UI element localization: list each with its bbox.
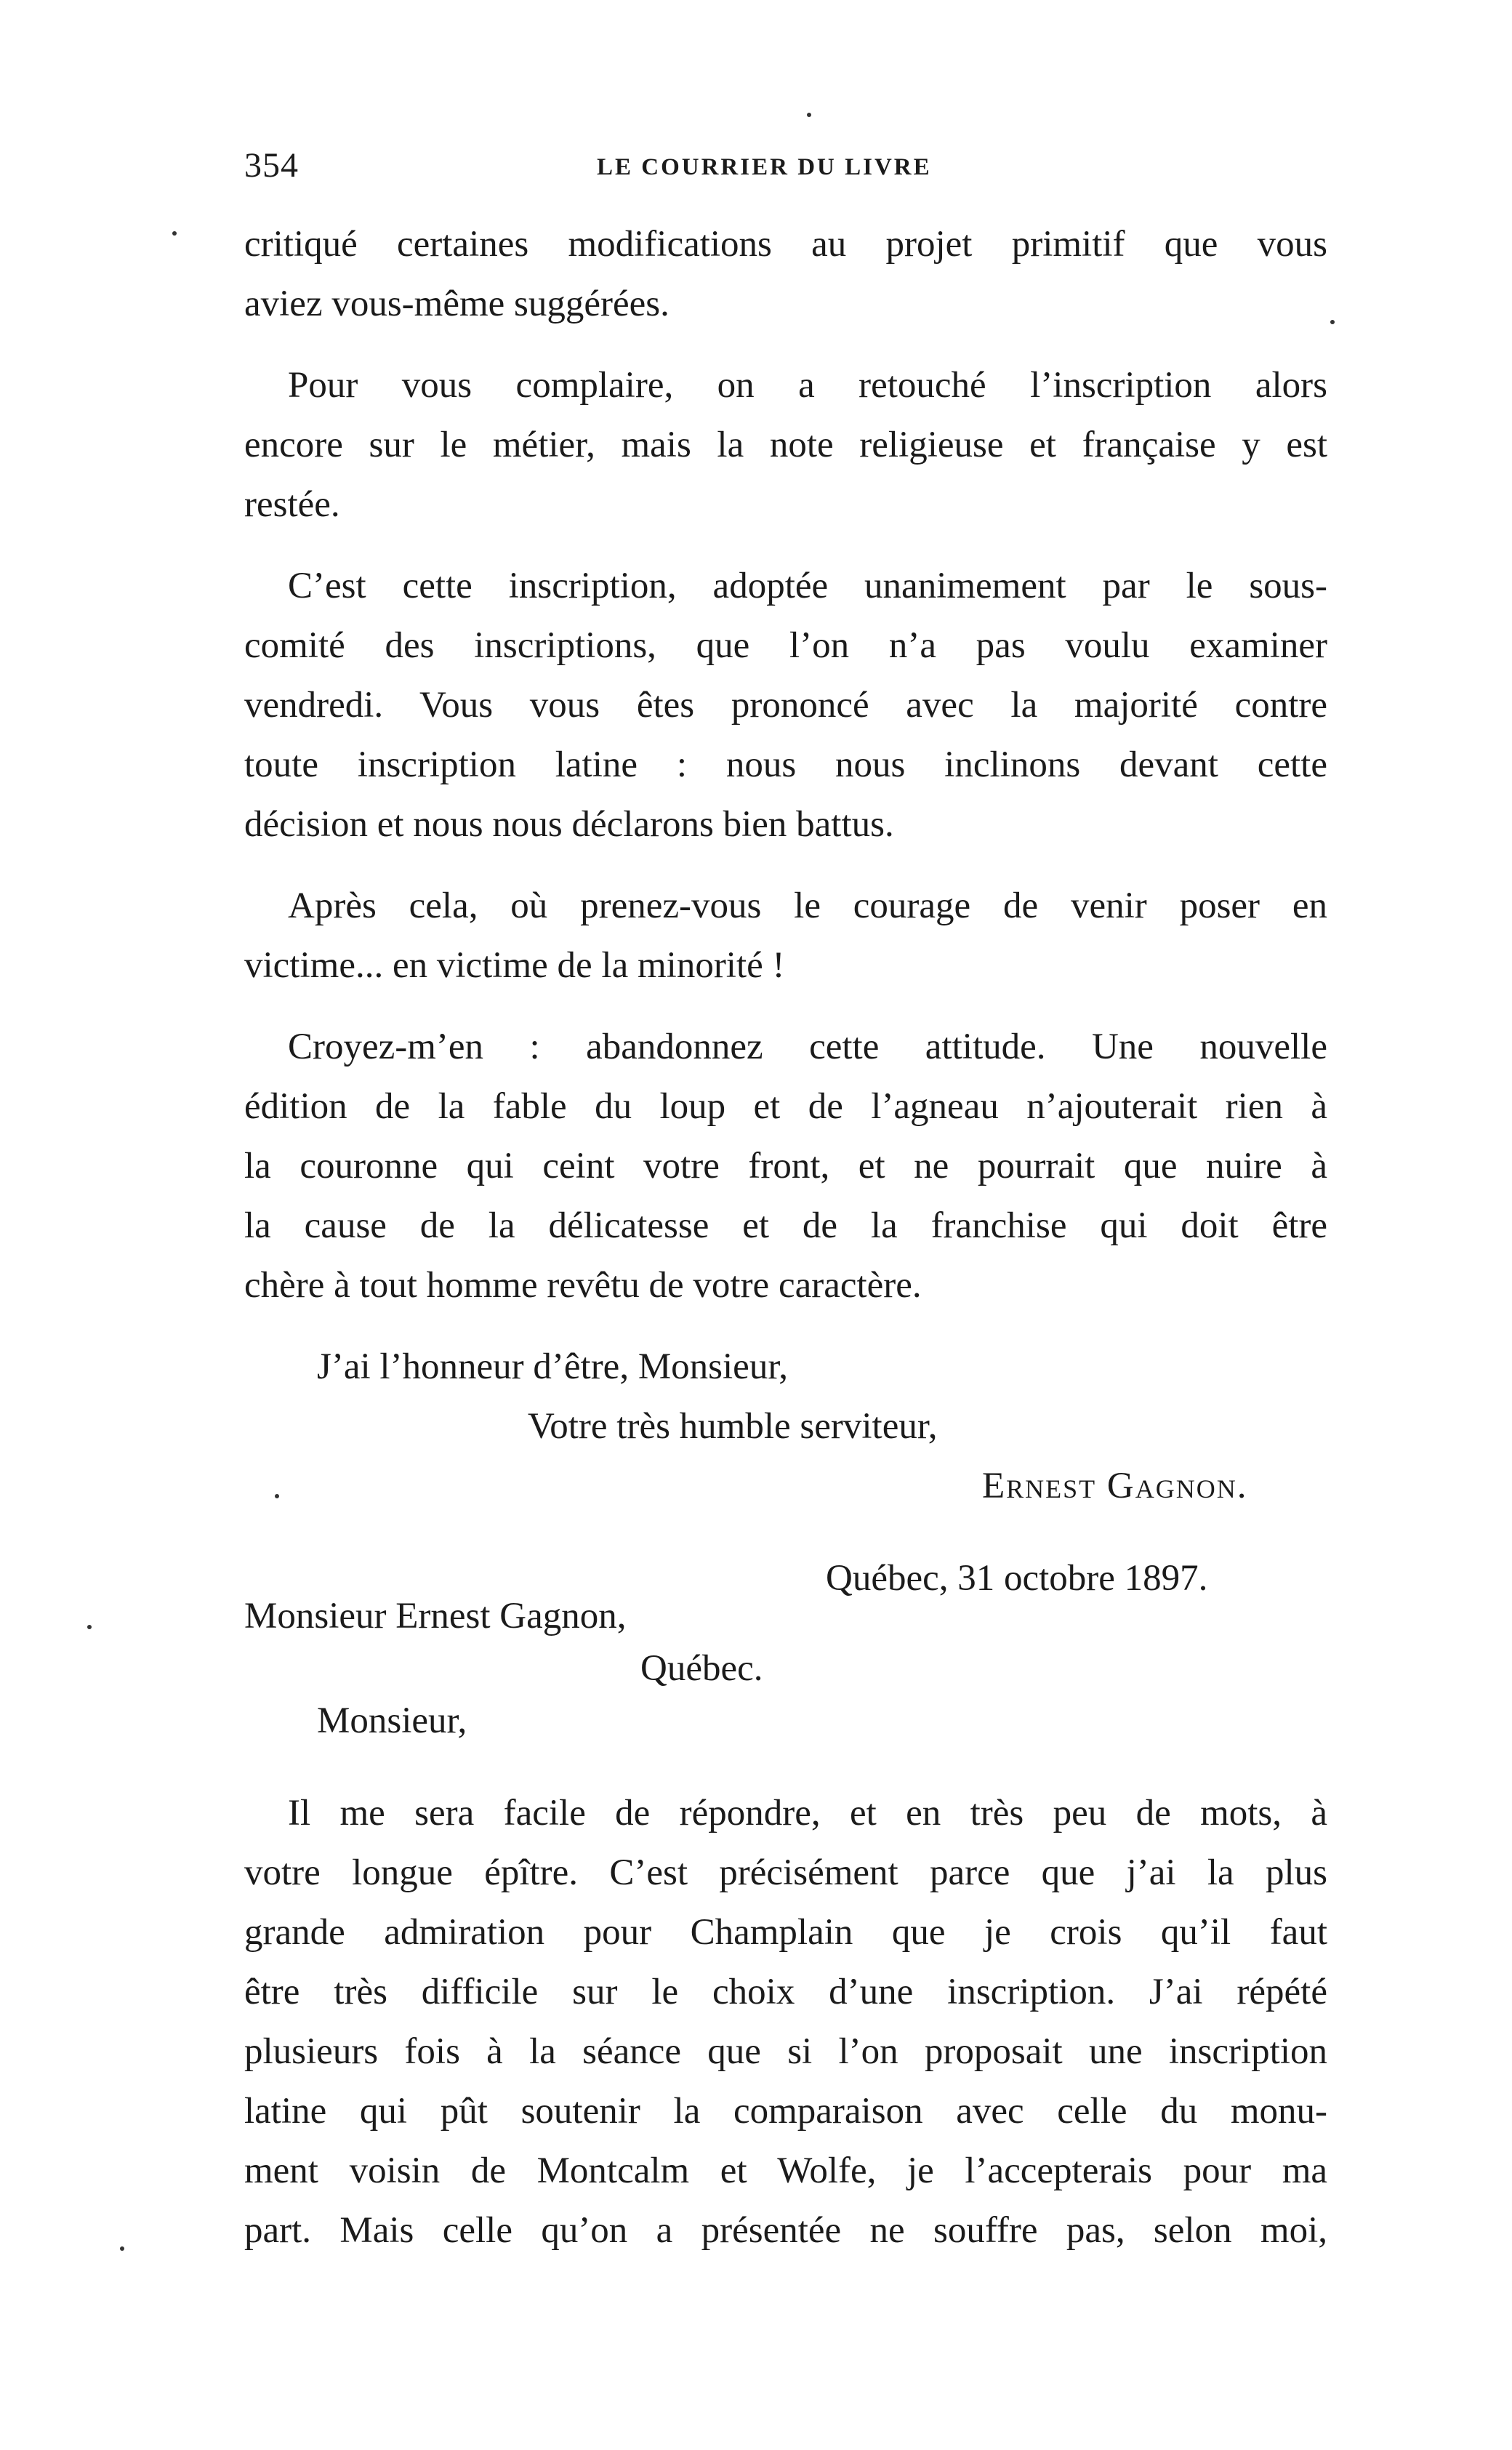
print-speck (275, 1494, 279, 1498)
text-line: grande admiration pour Champlain que je crois qu’il faut (244, 1912, 1327, 1953)
text-line: Pour vous complaire, on a retouché l’inscription alors (288, 365, 1327, 406)
print-speck (1330, 320, 1335, 324)
text-line: part. Mais celle qu’on a présentée ne souffre pas, selon moi, (244, 2210, 1327, 2251)
print-speck (87, 1625, 92, 1629)
text-line: C’est cette inscription, adoptée unanimement par le sous- (288, 566, 1327, 606)
paragraph-5 (244, 1017, 1327, 1315)
text-line: chère à tout homme revêtu de votre caractère. (244, 1265, 922, 1306)
text-line: édition de la fable du loup et de l’agneau n’ajouterait rien à (244, 1086, 1327, 1127)
text-line: la cause de la délicatesse et de la franchise qui doit être (244, 1205, 1327, 1246)
text-line: comité des inscriptions, que l’on n’a pas voulu examiner (244, 625, 1327, 666)
print-speck (120, 2246, 124, 2251)
text-line: la couronne qui ceint votre front, et ne pourrait que nuire à (244, 1146, 1327, 1186)
text-line: aviez vous-même suggérées. (244, 284, 669, 324)
paragraph-1 (244, 214, 1327, 334)
page-number: 354 (244, 146, 299, 185)
text-line: Après cela, où prenez-vous le courage de venir poser en (288, 885, 1327, 926)
paragraph-2 (244, 356, 1327, 534)
text-line: être très difficile sur le choix d’une inscription. J’ai répété (244, 1972, 1327, 2012)
text-line: encore sur le métier, mais la note religieuse et française y est (244, 425, 1327, 465)
text-line: victime... en victime de la minorité ! (244, 945, 785, 986)
signature: Ernest Gagnon. (982, 1466, 1248, 1506)
text-line: votre longue épître. C’est précisément parce que j’ai la plus (244, 1852, 1327, 1893)
second-letter-heading (244, 1549, 1327, 1751)
text-line: ment voisin de Montcalm et Wolfe, je l’accepterais pour ma (244, 2150, 1327, 2191)
closing-salutation: J’ai l’honneur d’être, Monsieur, (317, 1346, 789, 1387)
addressee-name: Monsieur Ernest Gagnon, (244, 1596, 627, 1636)
greeting: Monsieur, (317, 1700, 467, 1741)
page-header (244, 145, 1327, 189)
text-line: critiqué certaines modifications au projet primitif que vous (244, 224, 1327, 265)
text-line: latine qui pût soutenir la comparaison avec celle du monu- (244, 2091, 1327, 2132)
print-speck (172, 231, 177, 236)
text-line: plusieurs fois à la séance que si l’on proposait une inscription (244, 2031, 1327, 2072)
print-speck (807, 113, 811, 117)
text-line: vendredi. Vous vous êtes prononcé avec la majorité contre (244, 685, 1327, 726)
paragraph-6 (244, 1783, 1327, 2260)
text-line: restée. (244, 484, 340, 525)
letter-closing (244, 1337, 1327, 1516)
closing-valediction: Votre très humble serviteur, (528, 1406, 938, 1447)
body-text (244, 214, 1327, 2260)
dateline: Québec, 31 octobre 1897. (826, 1558, 1208, 1599)
addressee-city: Québec. (640, 1648, 763, 1689)
running-title: LE COURRIER DU LIVRE (597, 154, 932, 180)
paragraph-4 (244, 876, 1327, 995)
text-line: décision et nous nous déclarons bien battus. (244, 804, 894, 845)
text-line: Croyez-m’en : abandonnez cette attitude. Une nouvelle (288, 1027, 1327, 1067)
paragraph-3 (244, 556, 1327, 854)
text-line: toute inscription latine : nous nous inclinons devant cette (244, 744, 1327, 785)
text-line: Il me sera facile de répondre, et en très peu de mots, à (288, 1793, 1327, 1834)
